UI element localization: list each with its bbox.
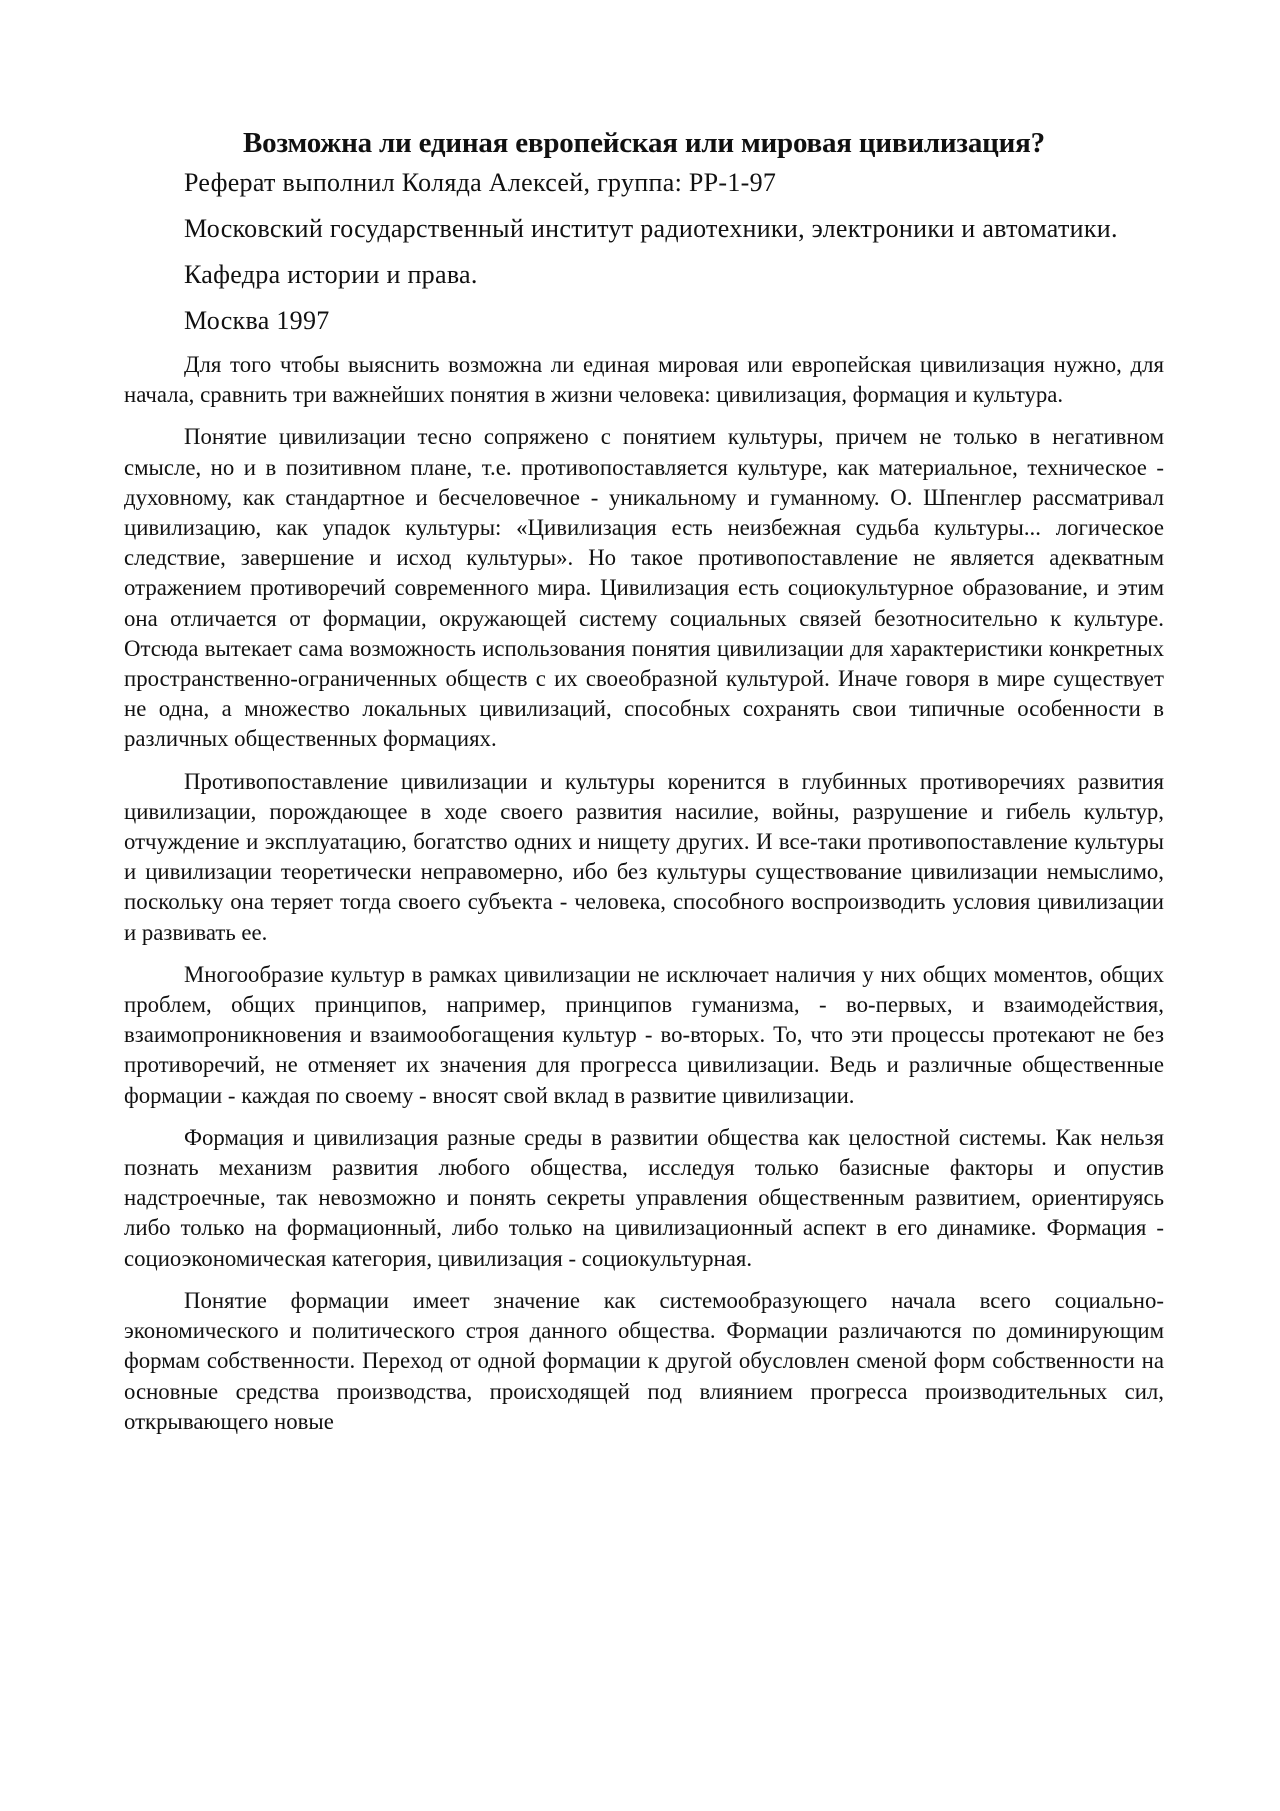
document-page: [124, 124, 1164, 1449]
body-paragraph: Понятие формации имеет значение как системообразующего начала всего социально-экономического и политического строя данного общества. Формации различаются по доминирующим формам собственности. Переход от одной формации к другой обусловлен сменой форм собственности на основные средства производства, происходящей под влиянием прогресса производительных сил, открывающего новые: [124, 1287, 1164, 1434]
city-year-line: Москва 1997: [184, 306, 330, 335]
body-paragraph: Многообразие культур в рамках цивилизации не исключает наличия у них общих моментов, общих проблем, общих принципов, например, принципов гуманизма, - во-первых, и взаимодействия, взаимопроникновения и взаимообогащения культур - во-вторых. То, что эти процессы протекают не без противоречий, не отменяет их значения для прогресса цивилизации. Ведь и различные общественные формации - каждая по своему - вносят свой вклад в развитие цивилизации.: [124, 961, 1164, 1108]
author-line: Реферат выполнил Коляда Алексей, группа: РР-1-97: [184, 168, 777, 197]
body-paragraph: Формация и цивилизация разные среды в развитии общества как целостной системы. Как нельзя познать механизм развития любого общества, исследуя только базисные факторы и опустив надстроечные, так невозможно и понять секреты управления общественным развитием, ориентируясь либо только на формационный, либо только на цивилизационный аспект в его динамике. Формация - социоэкономическая категория, цивилизация - социокультурная.: [124, 1124, 1164, 1271]
body-paragraph: Понятие цивилизации тесно сопряжено с понятием культуры, причем не только в негативном смысле, но и в позитивном плане, т.е. противопоставляется культуре, как материальное, техническое - духовному, как стандартное и бесчеловечное - уникальному и гуманному. О. Шпенглер рассматривал цивилизацию, как упадок культуры: «Цивилизация есть неизбежная судьба культуры... логическое следствие, завершение и исход культуры». Но такое противопоставление не является адекватным отражением противоречий современного мира. Цивилизация есть социокультурное образование, и этим она отличается от формации, окружающей систему социальных связей безотносительно к культуре. Отсюда вытекает сама возможность использования понятия цивилизации для характеристики конкретных пространственно-ограниченных обществ с их своеобразной культурой. Иначе говоря в мире существует не одна, а множество локальных цивилизаций, способных сохранять свои типичные особенности в различных общественных формациях.: [124, 424, 1164, 752]
body-paragraph: Для того чтобы выяснить возможна ли единая мировая или европейская цивилизация нужно, для начала, сравнить три важнейших понятия в жизни человека: цивилизация, формация и культура.: [124, 352, 1164, 408]
institute-line: Московский государственный институт радиотехники, электроники и автоматики.: [184, 214, 1118, 243]
body-paragraph: Противопоставление цивилизации и культуры коренится в глубинных противоречиях развития цивилизации, порождающее в ходе своего развития насилие, войны, разрушение и гибель культур, отчуждение и эксплуатацию, богатство одних и нищету других. И все-таки противопоставление культуры и цивилизации теоретически неправомерно, ибо без культуры существование цивилизации немыслимо, поскольку она теряет тогда своего субъекта - человека, способного воспроизводить условия цивилизации и развивать ее.: [124, 768, 1164, 945]
document-title: Возможна ли единая европейская или мировая цивилизация?: [243, 127, 1045, 159]
department-line: Кафедра истории и права.: [184, 260, 478, 289]
